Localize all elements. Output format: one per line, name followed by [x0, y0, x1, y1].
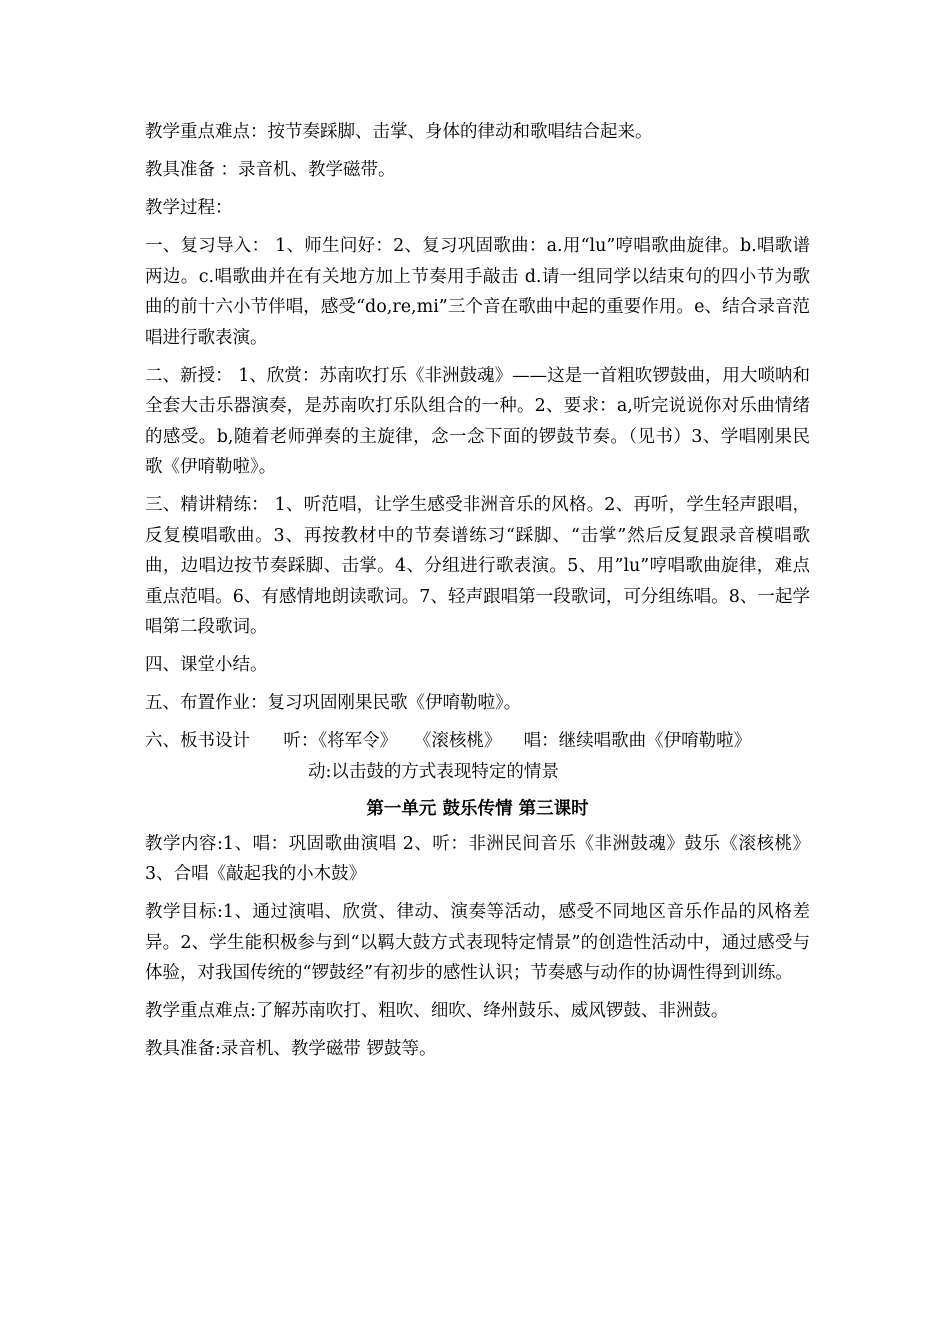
- lesson-key-points-paragraph: 教学重点难点:了解苏南吹打、粗吹、细吹、绛州鼓乐、威风锣鼓、非洲鼓。: [145, 1001, 729, 1021]
- lesson-goals-paragraph: 教学目标:1、通过演唱、欣赏、律动、演奏等活动，感受不同地区音乐作品的风格差异。2、学生能积极参与到“以羁大鼓方式表现特定情景”的创造性活动中，通过感受与体验，对我国传统的“锣鼓经”有初步的感性认识；节奏感与动作的协调性得到训练。: [145, 902, 810, 983]
- process-title: 教学过程：: [145, 198, 233, 218]
- step-new-lesson: 二、新授： 1、欣赏：苏南吹打乐《非洲鼓魂》——这是一首粗吹锣鼓曲，用大唢呐和全套大击乐器演奏，是苏南吹打乐队组合的一种。2、要求：a,听完说说你对乐曲情绪的感受。b,随着老师弹奏的主旋律，念一念下面的锣鼓节奏。（见书）3、学唱刚果民歌《伊唷勒啦》。: [145, 365, 810, 477]
- lesson-heading: 第一单元 鼓乐传情 第三课时: [366, 799, 589, 819]
- step-practice: 三、精讲精练： 1、听范唱，让学生感受非洲音乐的风格。2、再听，学生轻声跟唱，反复模唱歌曲。3、再按教材中的节奏谱练习“踩脚、“击掌”然后反复跟录音模唱歌曲，边唱边按节奏踩脚、击掌。4、分组进行歌表演。5、用”lu”哼唱歌曲旋律，难点重点范唱。6、有感情地朗读歌词。7、轻声跟唱第一段歌词，可分组练唱。8、一起学唱第二段歌词。: [145, 495, 810, 637]
- lesson-content-paragraph: 教学内容:1、唱：巩固歌曲演唱 2、听：非洲民间音乐《非洲鼓魂》鼓乐《滚核桃》3、合唱《敲起我的小木鼓》: [145, 833, 810, 884]
- step-homework: 五、布置作业：复习巩固刚果民歌《伊唷勒啦》。: [145, 693, 522, 713]
- board-design-line-2: 动:以击鼓的方式表现特定的情景: [308, 761, 559, 782]
- key-points-paragraph: 教学重点难点：按节奏踩脚、击掌、身体的律动和歌唱结合起来。: [145, 122, 653, 142]
- step-review-intro: 一、复习导入： 1、师生问好：2、复习巩固歌曲：a.用“lu”哼唱歌曲旋律。b.唱歌谱两边。c.唱歌曲并在有关地方加上节奏用手敲击 d.请一组同学以结束句的四小节为歌曲的前十六小节伴唱，感受“do,re,mi”三个音在歌曲中起的重要作用。e、结合录音范唱进行歌表演。: [145, 236, 810, 348]
- lesson-materials-paragraph: 教具准备:录音机、教学磁带 锣鼓等。: [145, 1039, 437, 1059]
- board-design-line-1: 六、板书设计 听：《将军令》 《滚核桃》 唱：继续唱歌曲《伊唷勒啦》: [145, 731, 752, 751]
- step-summary: 四、课堂小结。: [145, 655, 268, 675]
- document-page: [145, 117, 810, 1072]
- materials-paragraph: 教具准备 ：录音机、教学磁带。: [145, 160, 396, 180]
